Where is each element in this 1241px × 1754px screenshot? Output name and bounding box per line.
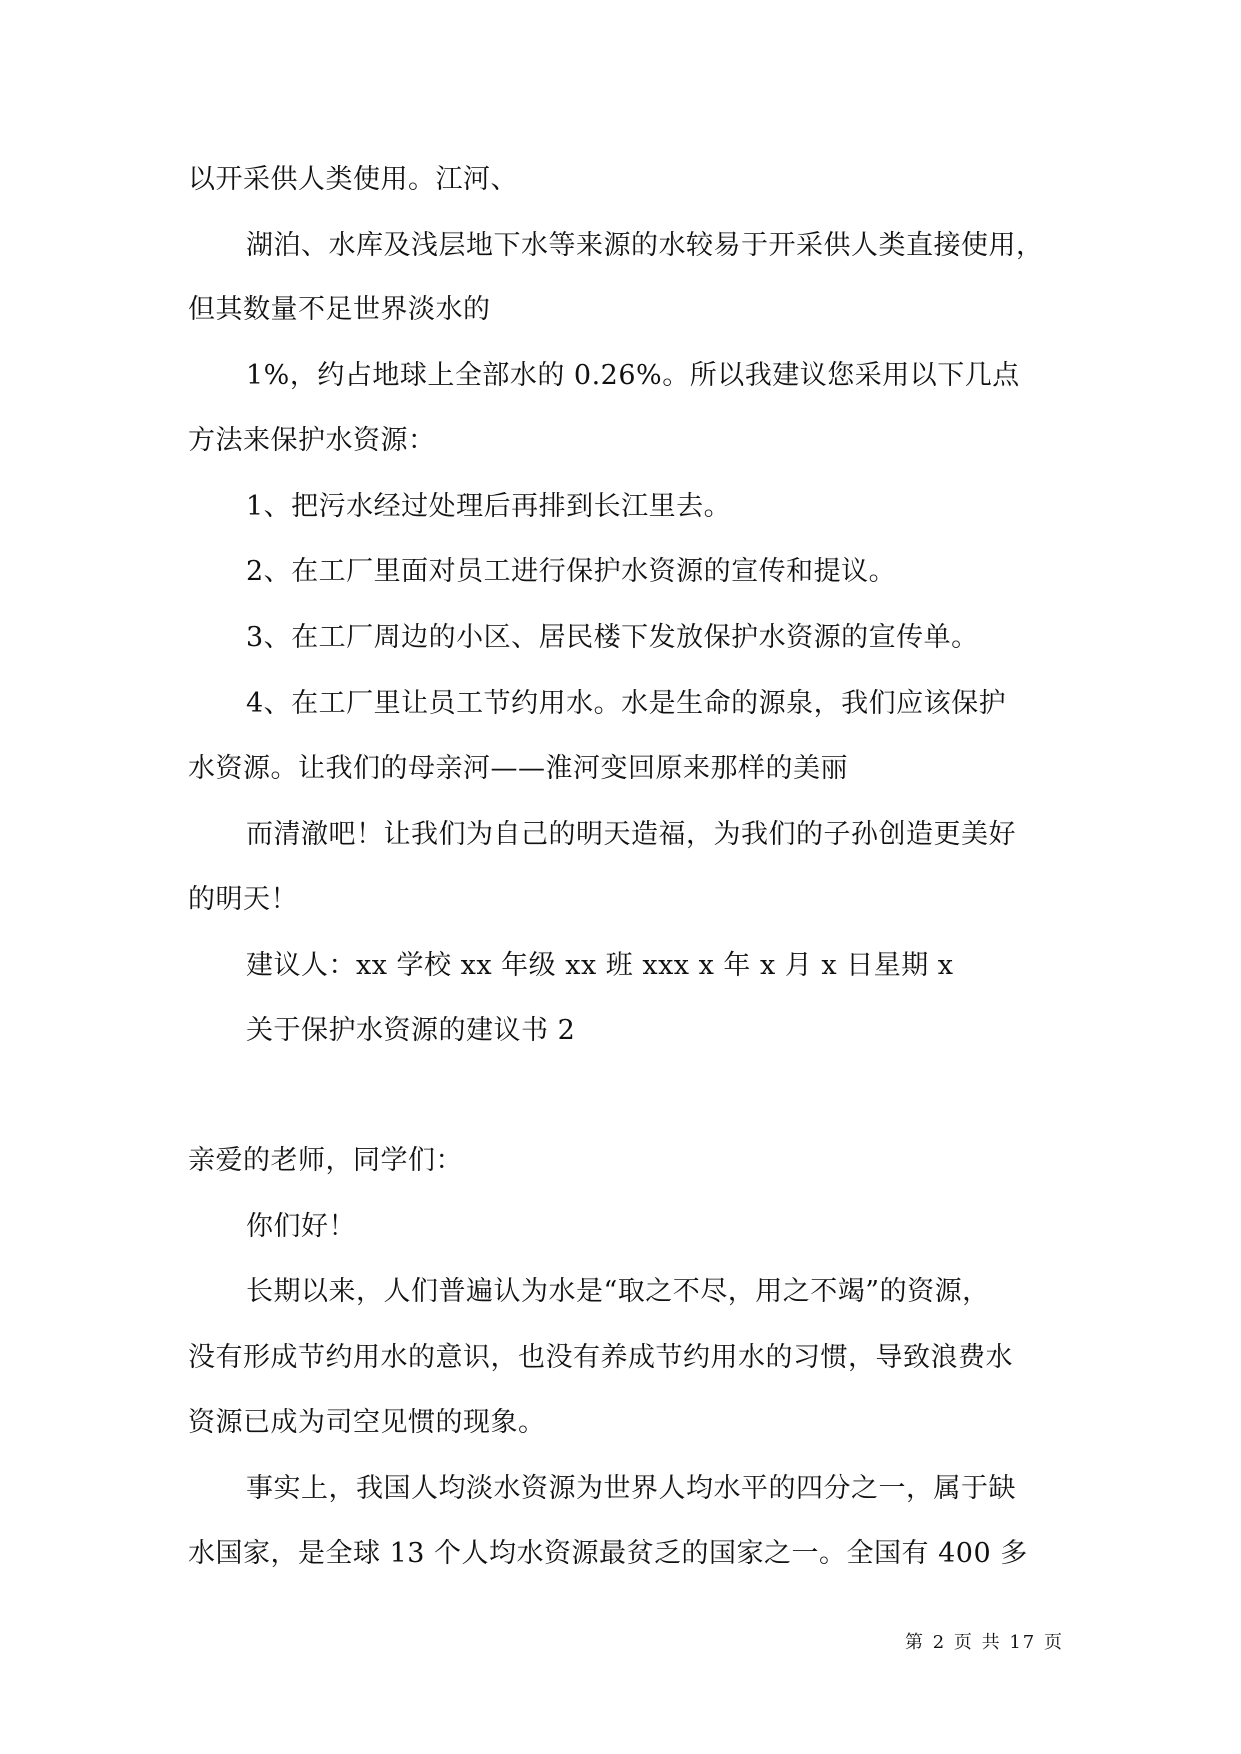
text-line: 长期以来，人们普遍认为水是“取之不尽，用之不竭”的资源， — [246, 1276, 990, 1307]
text-line: 湖泊、水库及浅层地下水等来源的水较易于开采供人类直接使用， — [246, 230, 1044, 261]
page-number: 第 2 页 共 17 页 — [905, 1632, 1064, 1653]
list-item: 2、在工厂里面对员工进行保护水资源的宣传和提议。 — [246, 556, 897, 587]
text-line: 事实上，我国人均淡水资源为世界人均水平的四分之一，属于缺 — [246, 1473, 1016, 1504]
text-line: 水资源。让我们的母亲河——淮河变回原来那样的美丽 — [188, 753, 848, 784]
text-line: 方法来保护水资源： — [188, 425, 436, 456]
text-line: 资源已成为司空见惯的现象。 — [188, 1407, 546, 1438]
text-line: 1%，约占地球上全部水的 0.26%。所以我建议您采用以下几点 — [246, 360, 1020, 391]
text-line: 水国家，是全球 13 个人均水资源最贫乏的国家之一。全国有 400 多 — [188, 1538, 1028, 1569]
text-line: 没有形成节约用水的意识，也没有养成节约用水的习惯，导致浪费水 — [188, 1342, 1013, 1373]
greeting: 你们好！ — [246, 1211, 356, 1242]
text-line: 而清澈吧！让我们为自己的明天造福，为我们的子孙创造更美好 — [246, 819, 1016, 850]
list-item: 1、把污水经过处理后再排到长江里去。 — [246, 491, 732, 522]
list-item: 4、在工厂里让员工节约用水。水是生命的源泉，我们应该保护 — [246, 688, 1007, 719]
signature-line: 建议人：xx 学校 xx 年级 xx 班 xxx x 年 x 月 x 日星期 x — [246, 950, 954, 981]
text-line: 的明天！ — [188, 884, 298, 915]
text-line: 以开采供人类使用。江河、 — [188, 164, 518, 195]
list-item: 3、在工厂周边的小区、居民楼下发放保护水资源的宣传单。 — [246, 622, 979, 653]
section-title: 关于保护水资源的建议书 2 — [246, 1015, 576, 1046]
salutation: 亲爱的老师，同学们： — [188, 1145, 463, 1176]
text-line: 但其数量不足世界淡水的 — [188, 294, 491, 325]
